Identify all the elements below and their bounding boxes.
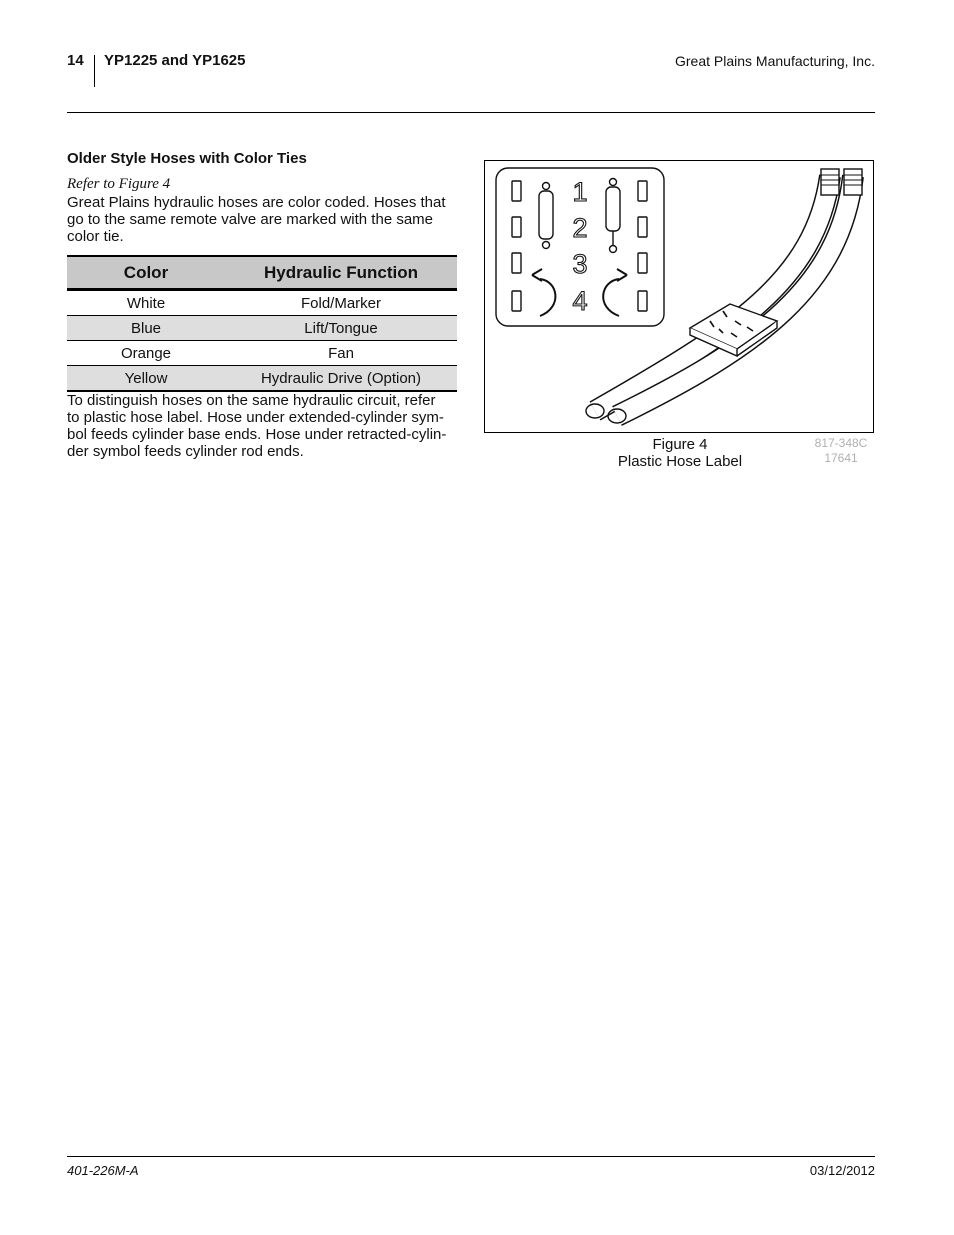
hose-label-illustration	[485, 161, 873, 432]
color-cell: Blue	[67, 316, 225, 341]
color-cell: Yellow	[67, 366, 225, 392]
body-line: bol feeds cylinder base ends. Hose under retracted-cylin-	[67, 426, 447, 443]
figure-reference: Refer to Figure 4	[67, 176, 171, 192]
figure-code-line: 817-348C	[814, 436, 868, 450]
intro-line: Great Plains hydraulic hoses are color coded. Hoses that	[67, 194, 446, 211]
header-divider	[94, 55, 95, 87]
function-cell: Fan	[225, 341, 457, 366]
function-cell: Fold/Marker	[225, 290, 457, 316]
header-function: Hydraulic Function	[225, 256, 457, 290]
label-digit: 2	[572, 213, 588, 243]
footer-doc-number: 401-226M-A	[67, 1163, 139, 1178]
table-row	[67, 290, 457, 316]
figure-code-line: 17641	[824, 451, 858, 465]
intro-line: go to the same remote valve are marked with the same	[67, 211, 434, 228]
figure-part-code	[800, 436, 882, 466]
intro-line: color tie.	[67, 228, 124, 245]
header-rule	[67, 112, 875, 113]
intro-paragraph	[67, 194, 459, 245]
label-digit: 1	[572, 177, 588, 207]
table-row	[67, 366, 457, 392]
section-heading: Older Style Hoses with Color Ties	[67, 150, 307, 167]
figure-number: Figure 4	[652, 436, 708, 453]
company-name: Great Plains Manufacturing, Inc.	[675, 53, 875, 69]
label-digit: 3	[572, 249, 588, 279]
page-number: 14	[67, 52, 84, 69]
footer-date: 03/12/2012	[809, 1163, 875, 1178]
table-row	[67, 341, 457, 366]
function-cell: Lift/Tongue	[225, 316, 457, 341]
body-line: der symbol feeds cylinder rod ends.	[67, 443, 304, 460]
body-paragraph	[67, 392, 459, 460]
figure-frame	[484, 160, 874, 433]
color-function-table	[67, 255, 457, 392]
body-line: to plastic hose label. Hose under extended-cylinder sym-	[67, 409, 444, 426]
figure-title: Plastic Hose Label	[617, 453, 743, 470]
color-cell: Orange	[67, 341, 225, 366]
footer-rule	[67, 1156, 875, 1157]
function-cell: Hydraulic Drive (Option)	[225, 366, 457, 392]
label-digit: 4	[572, 286, 588, 316]
color-cell: White	[67, 290, 225, 316]
header-color: Color	[67, 256, 225, 290]
document-title: YP1225 and YP1625	[104, 52, 246, 69]
body-line: To distinguish hoses on the same hydraulic circuit, refer	[67, 392, 436, 409]
figure-caption	[580, 436, 780, 470]
table-row	[67, 316, 457, 341]
table-header-row	[67, 256, 457, 290]
